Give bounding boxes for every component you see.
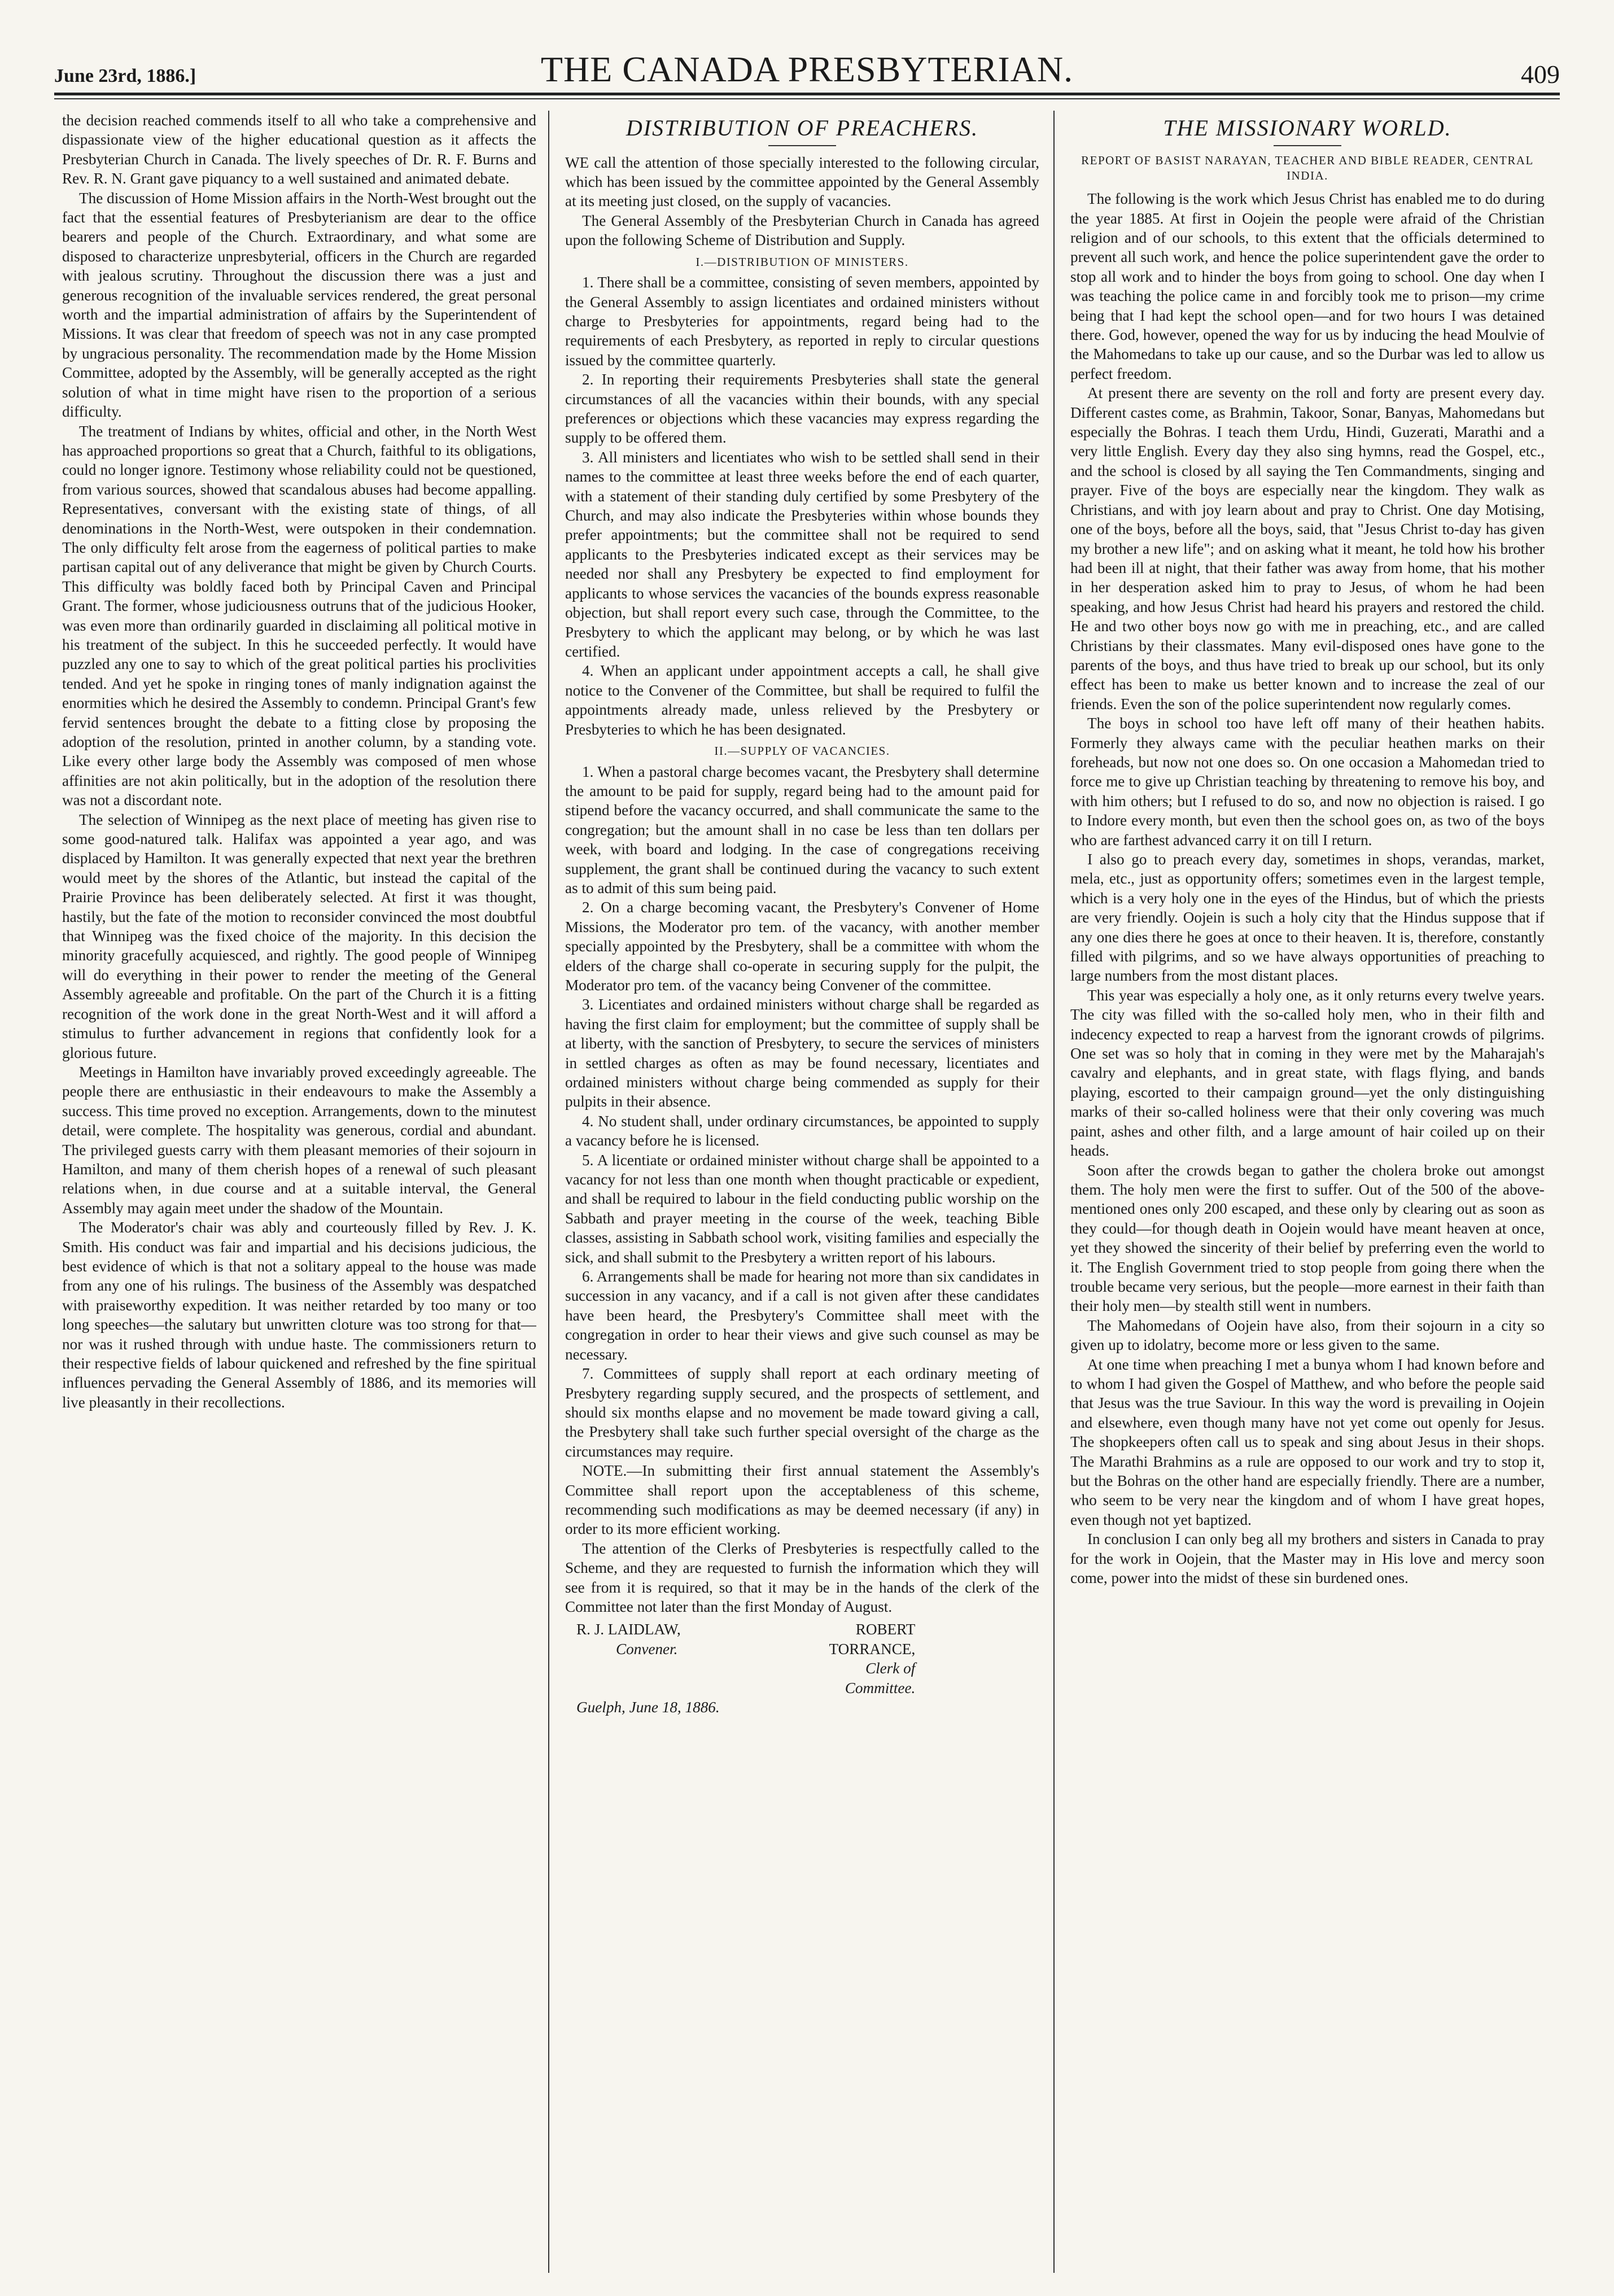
signer-name: ROBERT TORRANCE, bbox=[829, 1621, 916, 1658]
section-heading: II.—SUPPLY OF VACANCIES. bbox=[714, 744, 890, 758]
paragraph: I also go to preach every day, sometimes in shops, verandas, market, mela, etc., just as opportunity offers; sometimes even in the largest temple, which is a very holy one in the eyes of the Hindus, but of which the priests are very friendly. Oojein is such a holy city that the Hindus suppose that if any one dies there he goes at once to their heaven. It is, therefore, constantly filled with pilgrims, and so we have always opportunities of preaching to large numbers from the most distant places. bbox=[1070, 851, 1545, 985]
paragraph: The selection of Winnipeg as the next place of meeting has given rise to some good-natured talk. Halifax was appointed a year ago, and was displaced by Hamilton. It was generally expected that next year the brethren would meet by the shores of the Atlantic, but instead the capital of the Prairie Province has been deliberately selected. At first it was thought, hastily, but the fate of the motion to reconsider convinced the most doubtful that Winnipeg was the fixed choice of the majority. In this decision the minority gracefully acquiesced, and rightly. The good people of Winnipeg will do everything in their power to render the meeting of the General Assembly agreeable and profitable. On the part of the Church it is a fitting recognition of the work done in the great North-West and it will afford a stimulus to further advancement in regions that confidently look for a glorious future. bbox=[62, 811, 536, 1061]
column-distribution-of-preachers bbox=[565, 111, 1039, 2273]
signer-title: Convener. bbox=[616, 1640, 678, 1658]
paragraph: Soon after the crowds began to gather the cholera broke out amongst them. The holy men were the first to suffer. Out of the 500 of the above-mentioned ones only 200 escaped, and these only by clearing out as soon as they could—for though death in Oojein would have meant heaven at once, yet they showed the sincerity of their belief by preferring even the world to it. The English Government tried to stop people from going there when the trouble became very serious, but the people—more earnest in their faith than their holy men—by stealth still went in numbers. bbox=[1070, 1161, 1545, 1315]
paragraph: Meetings in Hamilton have invariably proved exceedingly agreeable. The people there are enthusiastic in their endeavours to make the Assembly a success. This time proved no exception. Arrangements, down to the minutest detail, were complete. The hospitality was generous, cordial and abundant. The privileged guests carry with them pleasant memories of their sojourn in Hamilton, and many of them cherish hopes of a renewal of such pleasant relations when, in due course and at a suitable interval, the General Assembly may again meet under the shadow of the Mountain. bbox=[62, 1063, 536, 1217]
paragraph: The Mahomedans of Oojein have also, from their sojourn in a city so given up to idolatry, become more or less given to the same. bbox=[1070, 1317, 1545, 1354]
paragraph: In conclusion I can only beg all my brothers and sisters in Canada to pray for the work in Oojein, that the Master may in His love and mercy soon come, power into the midst of these sin burdened ones. bbox=[1070, 1530, 1545, 1587]
paragraph: 3. Licentiates and ordained ministers without charge shall be regarded as having the first claim for employment; but the committee of supply shall be at liberty, with the sanction of Presbytery, to secure the services of ministers in settled charges as often as may be found necessary, licentiates and ordained ministers without charge being commended as supply for their pulpits in their absence. bbox=[565, 996, 1039, 1110]
paragraph: The boys in school too have left off many of their heathen habits. Formerly they always came with the peculiar heathen marks on their foreheads, but now not one does so. On one occasion a Mahomedan tried to force me to give up Christian teaching by threatening to remove his boy, and with him others; but I refused to do so, and now no objection is raised. I go to Indore every month, but even then the school goes on, as two of the boys who are farthest advanced carry it on till I return. bbox=[1070, 715, 1545, 849]
paragraph: The discussion of Home Mission affairs in the North-West brought out the fact that the essential features of Presbyterianism are dear to the office bearers and people of the Church. Extraordinary, and what some are disposed to characterize unpresbyterial, officers in the Church are regarded with jealous scrutiny. Throughout the discussion there was a just and generous recognition of the invaluable services rendered, the great personal worth and the impartial administration of affairs by the Superintendent of Missions. It was clear that freedom of speech was not in any case prompted by ungracious personality. The recommendation made by the Home Mission Committee, adopted by the Assembly, will be generally accepted as the right solution of what in time might have risen to the proportion of a serious difficulty. bbox=[62, 189, 536, 421]
paragraph: At present there are seventy on the roll and forty are present every day. Different castes come, as Brahmin, Takoor, Sonar, Banyas, Mahomedans but especially the Bohras. I teach them Urdu, Hindi, Guzerati, Marathi and a very little English. Every day they also sing hymns, read the Gospel, etc., and the school is closed by all saying the Ten Commandments, singing and prayer. Five of the boys are especially near the kingdom. They walk as Christians, and with joy learn about and pray to Christ. One day Motising, one of the boys, before all the boys, said, that "Jesus Christ to-day has given my brother a new life"; and on asking what it meant, he told how his brother had been ill at night, that their father was away from home, that his mother in her desperation asked him to pray to Jesus, of whom he had been speaking, and how Jesus Christ had heard his prayers and restored the child. He and two other boys now go with me in preaching, etc., and are called Christians by their classmates. Many evil-disposed ones have gone to the parents of the boys, and thus have tried to break up our school, but its only effect has been to make us better known and to increase the zeal of our friends. Even the son of the police superintendent now regularly comes. bbox=[1070, 384, 1545, 712]
column-editorial bbox=[62, 111, 536, 2273]
report-heading: REPORT OF BASIST NARAYAN, TEACHER AND BIBLE READER, CENTRAL INDIA. bbox=[1081, 153, 1534, 182]
masthead-rule bbox=[54, 98, 1560, 99]
paragraph: This year was especially a holy one, as it only returns every twelve years. The city was filled with the so-called holy men, who in their filth and indecency expected to reap a harvest from the ignorant crowds of pilgrims. One set was so holy that in coming in they were met by the Maharajah's cavalry and elephants, and in great state, with flags flying, and bands playing, escorted to their campaign ground—yet the only distinguishing marks of their so-called holiness were that their only covering was much paint, ashes and other filth, and a large amount of hair coiled up on their heads. bbox=[1070, 986, 1545, 1160]
masthead bbox=[54, 41, 1560, 95]
signer-title: Clerk of Committee. bbox=[845, 1660, 916, 1696]
paragraph: 5. A licentiate or ordained minister without charge shall be appointed to a vacancy for not less than one month when thought practicable or expedient, and shall be required to labour in the field conducting public worship on the Sabbath and prayer meeting in the course of the week, teaching Bible classes, assisting in Sabbath school work, visiting families and especially the sick, and shall submit to the Presbytery a written report of his labours. bbox=[565, 1151, 1039, 1266]
paragraph: WE call the attention of those specially interested to the following circular, which has been issued by the committee appointed by the General Assembly at its meeting just closed, on the supply of vacancies. bbox=[565, 154, 1039, 210]
article-heading: DISTRIBUTION OF PREACHERS. bbox=[626, 115, 979, 141]
paragraph: 3. All ministers and licentiates who wish to be settled shall send in their names to the committee at least three weeks before the end of each quarter, with a statement of their standing duly certified by some Presbytery of the Church, and may also indicate the Presbyteries within whose bounds they prefer appointments; but the committee shall not be required to send applicants to the Presbyteries indicated except as their services may be needed nor shall any Presbytery be expected to find employment for applicants to whose services the vacancies of the bounds express reasonable objection, but shall report every such case, through the Committee, to the Presbytery to which the applicant may belong, or by which he was last certified. bbox=[565, 448, 1039, 660]
paragraph: 2. On a charge becoming vacant, the Presbytery's Convener of Home Missions, the Moderator pro tem. of the vacancy, with another member specially appointed by the Presbytery, shall be a committee with whom the elders of the charge shall co-operate in securing supply for the pulpit, the Moderator pro tem. of the vacancy being Convener of the committee. bbox=[565, 899, 1039, 994]
column-divider-1 bbox=[548, 111, 549, 2273]
heading-rule bbox=[768, 145, 836, 146]
paragraph: 4. When an applicant under appointment accepts a call, he shall give notice to the Convener of the Committee, but shall be required to fulfil the appointments already made, unless relieved by the Presbytery or Presbyteries to which he has been designated. bbox=[565, 662, 1039, 738]
paragraph: The attention of the Clerks of Presbyteries is respectfully called to the Scheme, and they are requested to furnish the information which they will see from it is required, so that it may be in the hands of the clerk of the Committee not later than the first Monday of August. bbox=[565, 1540, 1039, 1615]
paragraph: NOTE.—In submitting their first annual statement the Assembly's Committee shall report upon the acceptableness of this scheme, recommending such modifications as may be deemed necessary (if any) in order to its more efficient working. bbox=[565, 1462, 1039, 1538]
paragraph: The following is the work which Jesus Christ has enabled me to do during the year 1885. At first in Oojein the people were afraid of the Christian religion and of our schools, to this extent that the officials determined to prevent all such work, and hence the police superintendent gave the order to stop all work and to hinder the boys from going to school. One day when I was teaching the police came in and forcibly took me to prison—my crime being that I had kept the school open—and for two hours I was detained there. God, however, opened the way for us by inducing the head Moulvie of the Mahomedans to take up our cause, and so the Durbar was led to allow us perfect freedom. bbox=[1070, 190, 1545, 382]
signature-block bbox=[565, 1620, 1039, 1698]
paragraph: 4. No student shall, under ordinary circumstances, be appointed to supply a vacancy before he is licensed. bbox=[565, 1112, 1039, 1149]
place-date: Guelph, June 18, 1886. bbox=[576, 1699, 720, 1716]
paragraph: 1. When a pastoral charge becomes vacant, the Presbytery shall determine the amount to be paid for supply, regard being had to the amount paid for stipend before the vacancy occurred, and shall communicate the same to the congregation; but the amount shall in no case be less than ten dollars per week, with board and lodging. In the case of congregations receiving supplement, the grant shall be continued during the vacancy to such extent as to admit of this sum being paid. bbox=[565, 763, 1039, 896]
paragraph: 2. In reporting their requirements Presbyteries shall state the general circumstances of all the vacancies within their bounds, with any special preferences or objections which these vacancies may express regarding the supply to be offered them. bbox=[565, 371, 1039, 447]
paragraph: 6. Arrangements shall be made for hearing not more than six candidates in succession in any vacancy, and if a call is not given after these candidates have been heard, the Presbytery's Committee shall meet with the congregation in order to hear their views and give such counsel as may be necessary. bbox=[565, 1268, 1039, 1363]
paragraph: the decision reached commends itself to all who take a comprehensive and dispassionate view of the higher educational question as it affects the Presbyterian Church in Canada. The lively speeches of Dr. R. F. Burns and Rev. R. N. Grant gave piquancy to a well sustained and animated debate. bbox=[62, 112, 536, 187]
column-divider-2 bbox=[1053, 111, 1055, 2273]
paragraph: 1. There shall be a committee, consisting of seven members, appointed by the General Assembly to assign licentiates and ordained ministers without charge to Presbyteries for appointments, regard being had to the requirements of each Presbytery, as reported in reply to circular questions issued by the committee quarterly. bbox=[565, 274, 1039, 369]
paragraph: The treatment of Indians by whites, official and other, in the North West has approached proportions so great that a Church, faithful to its obligations, could no longer ignore. Testimony whose reliability could not be questioned, from various sources, showed that scandalous abuses had become appalling. Representatives, conversant with the existing state of things, of all denominations in the North-West, were outspoken in their condemnation. The only difficulty felt arose from the eagerness of political parties to make partisan capital out of any deliverance that might be given by Church Courts. This difficulty was boldly faced both by Principal Caven and Principal Grant. The former, whose judiciousness outruns that of the judicious Hooker, was even more than ordinarily guarded in disclaiming all political motive in his treatment of the subject. In this he succeeded perfectly. It would have puzzled any one to say to which of the great political parties his proclivities tended. And yet he spoke in ringing tones of manly indignation against the enormities which he desired the Assembly to condemn. Principal Grant's few fervid sentences brought the debate to a fitting close by proposing the adoption of the resolution, printed in another column, by a standing vote. Like every other large body the Assembly was composed of men whose affinities are not akin politically, but in the adoption of the resolution there was not a discordant note. bbox=[62, 422, 536, 809]
paragraph: At one time when preaching I met a bunya whom I had known before and to whom I had given the Gospel of Matthew, and who before the people said that Jesus was the true Saviour. In this way the word is prevailing in Oojein and elsewhere, even though many have not yet come out openly for Jesus. The shopkeepers often call us to speak and sing about Jesus in their shops. The Marathi Brahmins as a rule are opposed to our work and try to stop it, but the Bohras on the other hand are especially friendly. There are a number, who seem to be very near the kingdom and of whom I have great hopes, even though not yet baptized. bbox=[1070, 1355, 1545, 1528]
newspaper-title: THE CANADA PRESBYTERIAN. bbox=[540, 49, 1074, 89]
issue-date: June 23rd, 1886.] bbox=[54, 65, 196, 86]
signer-name: R. J. LAIDLAW, bbox=[576, 1621, 681, 1638]
article-heading: THE MISSIONARY WORLD. bbox=[1163, 115, 1452, 141]
page-number: 409 bbox=[1521, 60, 1560, 89]
column-missionary-world bbox=[1070, 111, 1545, 2273]
paragraph: 7. Committees of supply shall report at each ordinary meeting of Presbytery regarding supply secured, and the prospects of settlement, and should six months elapse and no movement be made toward giving a call, the Presbytery shall take such further special oversight of the charge as the circumstances may require. bbox=[565, 1365, 1039, 1460]
paragraph: The Moderator's chair was ably and courteously filled by Rev. J. K. Smith. His conduct was fair and impartial and his decisions judicious, the best evidence of which is that not a solitary appeal to the house was made from any one of his rulings. The business of the Assembly was despatched with praiseworthy expedition. It was neither retarded by too many or too long speeches—the salutary but unwritten cloture was too strong for that—nor was it rushed through with undue haste. The commissioners return to their respective fields of labour quickened and refreshed by the fine spiritual influences pervading the General Assembly of 1886, and its memories will live pleasantly in their recollections. bbox=[62, 1219, 536, 1411]
heading-rule bbox=[1274, 145, 1341, 146]
section-heading: I.—DISTRIBUTION OF MINISTERS. bbox=[696, 255, 909, 269]
paragraph: The General Assembly of the Presbyterian Church in Canada has agreed upon the following Scheme of Distribution and Supply. bbox=[565, 212, 1039, 249]
